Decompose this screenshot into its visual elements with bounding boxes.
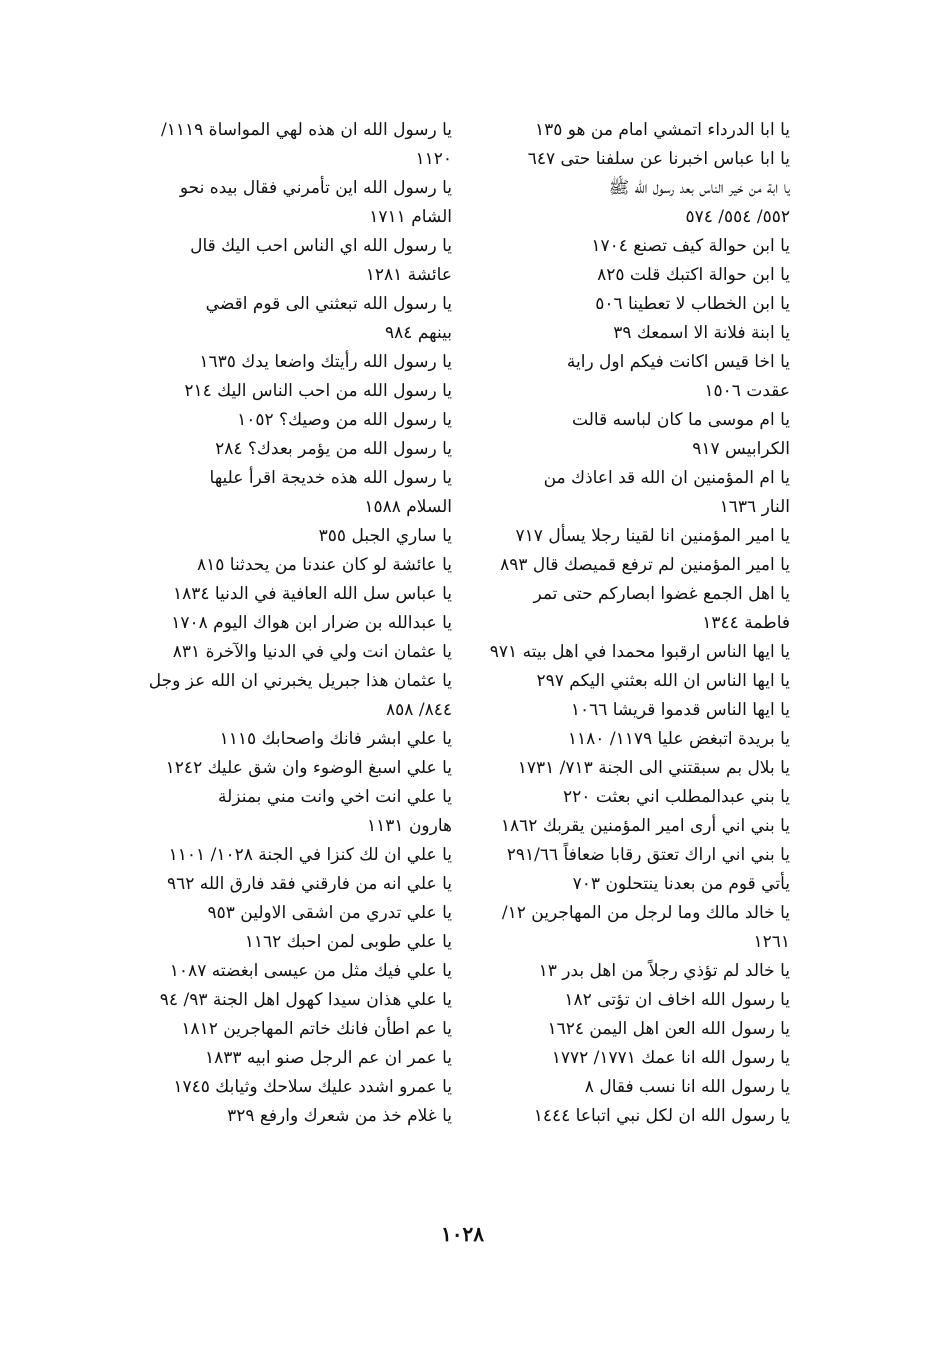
index-entry: يا رسول الله من احب الناس اليك ٢١٤ [184,381,452,401]
index-entry: يا ابا عباس اخبرنا عن سلفنا حتى ٦٤٧ [527,149,790,169]
index-entry: يا رسول الله اي الناس احب اليك قال [190,236,452,256]
index-entry: الشام ١٧١١ [369,207,452,227]
index-entry: هارون ١١٣١ [367,816,452,836]
index-entry: يا رسول الله اخاف ان تؤتى ١٨٢ [564,990,790,1010]
index-entry: يا بني عبدالمطلب اني بعثت ٢٢٠ [563,787,790,807]
index-entry: يا علي هذان سيدا كهول اهل الجنة ٩٣/ ٩٤ [159,990,452,1010]
index-entry: السلام ١٥٨٨ [364,497,452,517]
index-entry: عائشة ١٢٨١ [365,265,452,285]
index-entry: يا علي طوبى لمن احبك ١١٦٢ [244,932,452,952]
index-entry: يا ساري الجبل ٣٥٥ [318,526,452,546]
index-entry: يا عمر ان عم الرجل صنو ابيه ١٨٣٣ [205,1048,452,1068]
index-entry: يا بلال بم سبقتني الى الجنة ٧١٣/ ١٧٣١ [517,758,790,778]
index-entry: يا رسول الله من وصيك؟ ١٠٥٢ [237,410,452,430]
page-number: ١٠٢٨ [441,1222,484,1246]
index-entry: يا رسول الله ان هذه لهي المواساة ١١١٩/ [161,120,452,140]
index-entry: يا عائشة لو كان عندنا من يحدثنا ٨١٥ [196,555,452,575]
right-column [468,116,790,1131]
index-entry: ٨٤٤/ ٨٥٨ [386,700,452,720]
index-entry: يا ابنة فلانة الا اسمعك ٣٩ [613,323,790,343]
index-entry: يا امير المؤمنين انا لقينا رجلا يسأل ٧١٧ [515,526,790,546]
index-entry: يا ابة من خير الناس بعد رسول الله ﷺ [608,178,790,198]
index-entry: يا علي انه من فارقني فقد فارق الله ٩٦٢ [166,874,452,894]
index-entry: يا علي تدري من اشقى الاولين ٩٥٣ [207,903,452,923]
index-entry: يا ابن حوالة اكتبك قلت ٨٢٥ [597,265,790,285]
index-entry: يا عمرو اشدد عليك سلاحك وثيابك ١٧٤٥ [173,1077,452,1097]
index-entry: يا ام المؤمنين ان الله قد اعاذك من [543,468,790,488]
index-entry: يا ايها الناس ان الله بعثني اليكم ٢٩٧ [536,671,790,691]
index-entry: يا امير المؤمنين لم ترفع قميصك قال ٨٩٣ [500,555,790,575]
index-entry: بينهم ٩٨٤ [385,323,452,343]
index-entry: يا علي ان لك كنزا في الجنة ١٠٢٨/ ١١٠١ [168,845,452,865]
index-entry: يا خالد لم تؤذي رجلاً من اهل بدر ١٣ [538,961,790,981]
index-entry: يا رسول الله العن اهل اليمن ١٦٢٤ [547,1019,790,1039]
index-entry: يا عباس سل الله العافية في الدنيا ١٨٣٤ [172,584,452,604]
index-entry: يا ايها الناس قدموا قريشا ١٠٦٦ [570,700,790,720]
index-entry: فاطمة ١٣٤٤ [702,613,790,633]
index-entry: يا رسول الله رأيتك واضعا يدك ١٦٣٥ [199,352,452,372]
index-entry: يا رسول الله هذه خديجة اقرأ عليها [209,468,452,488]
index-entry: يا علي فيك مثل من عيسى ابغضته ١٠٨٧ [169,961,452,981]
index-entry: يا عثمان انت ولي في الدنيا والآخرة ٨٣١ [172,642,452,662]
index-entry: يا ايها الناس ارقبوا محمدا في اهل بيته ٩٧١ [489,642,790,662]
index-entry: يا رسول الله ان لكل نبي اتباعا ١٤٤٤ [533,1106,790,1126]
index-entry: يا اخا قيس اكانت فيكم اول راية [566,352,790,372]
index-entry: يا عبدالله بن ضرار ابن هواك اليوم ١٧٠٨ [171,613,452,633]
index-entry: ١٢٦١ [753,932,790,952]
index-entry: يا علي اسبغ الوضوء وان شق عليك ١٢٤٢ [165,758,452,778]
index-entry: يا بني اني اراك تعتق رقابا ضعافاً ٢٩١/٦٦ [506,845,790,865]
index-entry: يا اهل الجمع غضوا ابصاركم حتى تمر [533,584,790,604]
index-entry: يا خالد مالك وما لرجل من المهاجرين ١٢/ [501,903,790,923]
index-entry: يا ام موسى ما كان لباسه قالت [572,410,790,430]
index-entry: يا رسول الله انا نسب فقال ٨ [584,1077,790,1097]
index-entry: عقدت ١٥٠٦ [704,381,790,401]
index-entry: ١١٢٠ [415,149,452,169]
index-entry: يا علي انت اخي وانت مني بمنزلة [218,787,452,807]
index-entry: الكرابيس ٩١٧ [692,439,790,459]
index-entry: يا علي ابشر فانك واصحابك ١١١٥ [219,729,452,749]
index-entry: يا ابن الخطاب لا تعطينا ٥٠٦ [595,294,790,314]
index-entry: النار ١٦٣٦ [719,497,790,517]
index-entry: ٥٥٢/ ٥٥٤/ ٥٧٤ [685,207,790,227]
index-entry: يا عثمان هذا جبريل يخبرني ان الله عز وجل [148,671,452,691]
index-entry: يا بريدة اتبغض عليا ١١٧٩/ ١١٨٠ [567,729,790,749]
index-entry: يا رسول الله تبعثني الى قوم اقضي [205,294,452,314]
index-entry: يا ابا الدرداء اتمشي امام من هو ١٣٥ [534,120,790,140]
index-entry: يا رسول الله اين تأمرني فقال بيده نحو [179,178,452,198]
index-entry: يا ابن حوالة كيف تصنع ١٧٠٤ [591,236,790,256]
index-entry: يأتي قوم من بعدنا ينتحلون ٧٠٣ [572,874,790,894]
index-entry: يا غلام خذ من شعرك وارفع ٣٢٩ [227,1106,452,1126]
left-column [122,116,452,1131]
index-entry: يا عم اطأن فانك خاتم المهاجرين ١٨١٢ [181,1019,452,1039]
index-entry: يا رسول الله انا عمك ١٧٧١/ ١٧٧٢ [551,1048,790,1068]
index-entry: يا رسول الله من يؤمر بعدك؟ ٢٨٤ [215,439,452,459]
index-entry: يا بني اني أرى امير المؤمنين يقربك ١٨٦٢ [500,816,790,836]
